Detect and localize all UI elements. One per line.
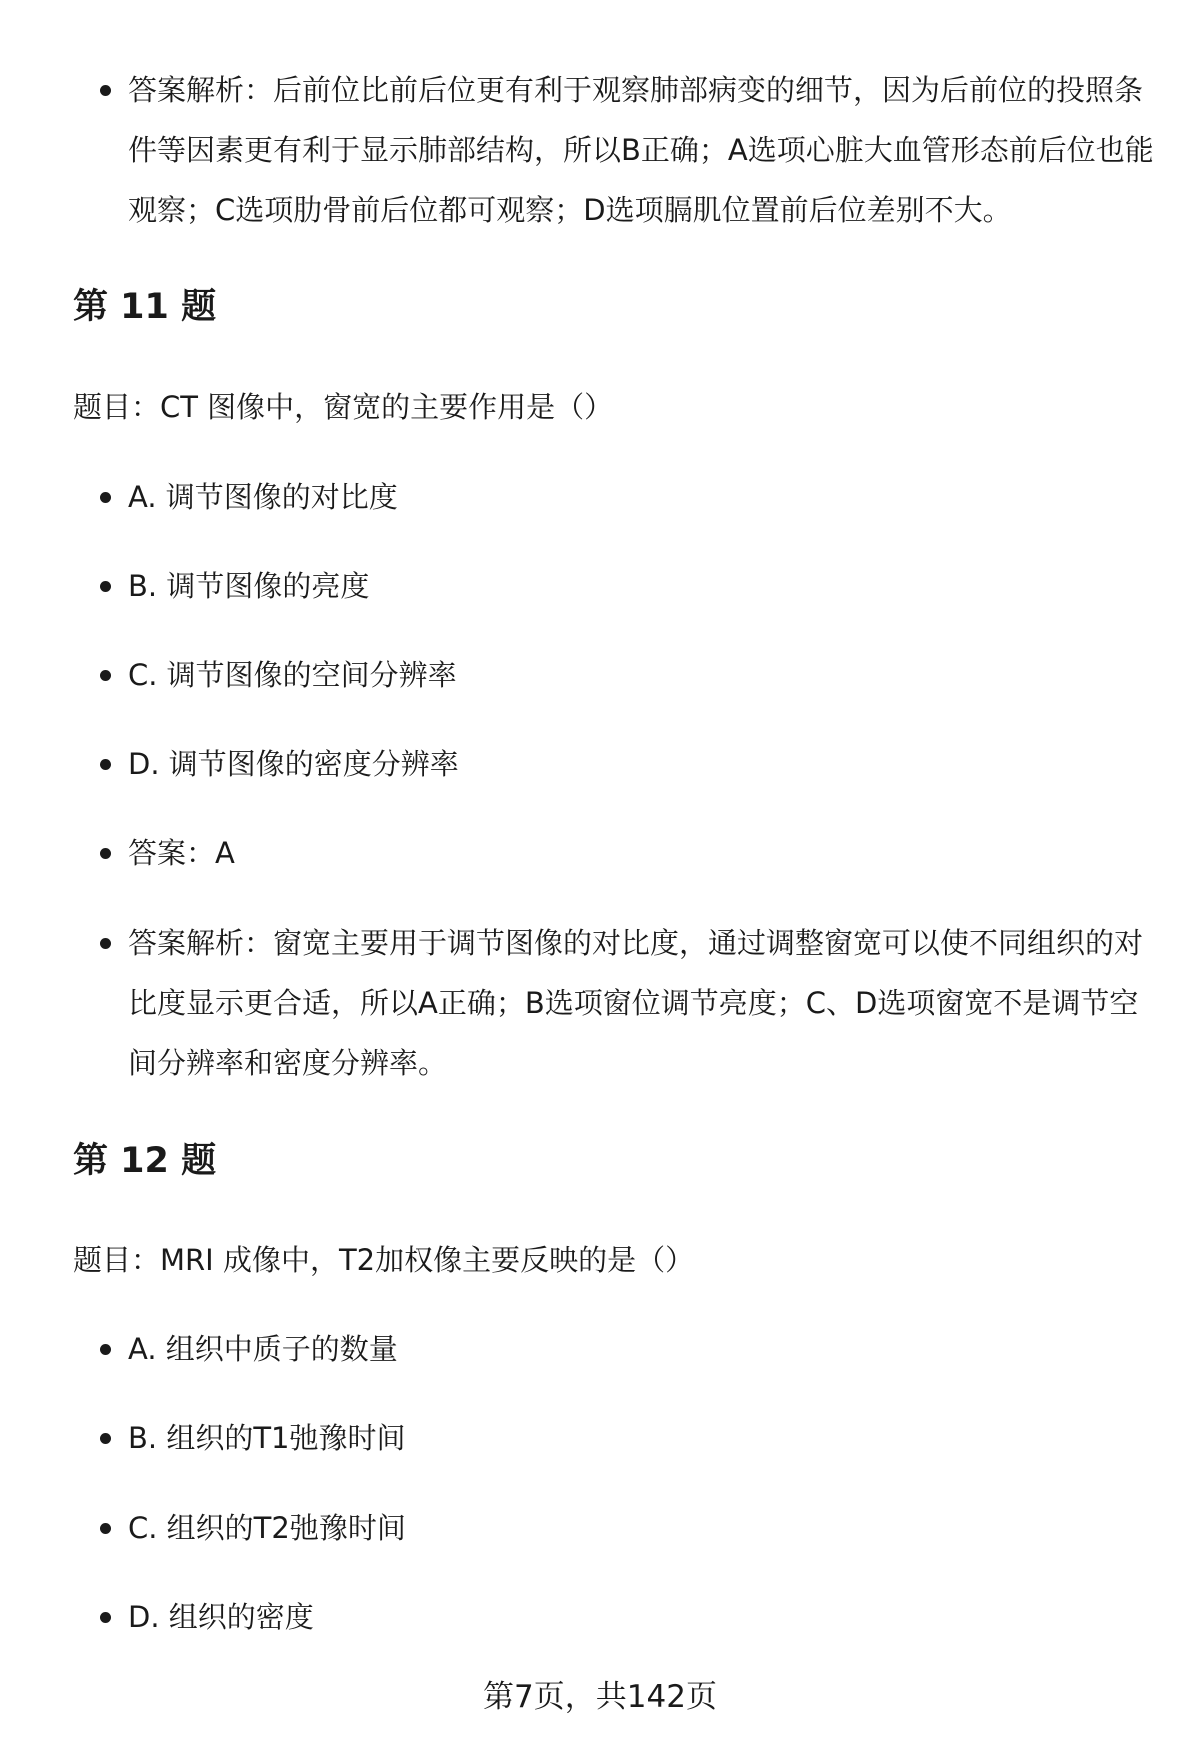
question-11-option-d: D. 调节图像的密度分辨率	[128, 734, 1163, 794]
question-12-option-a: A. 组织中质子的数量	[128, 1319, 1163, 1379]
question-11-explanation: 答案解析：窗宽主要用于调节图像的对比度，通过调整窗宽可以使不同组织的对比度显示更合适，所以A正确；B选项窗位调节亮度；C、D选项窗宽不是调节空间分辨率和密度分辨率。	[128, 913, 1163, 1093]
question-11-heading: 第 11 题	[73, 287, 217, 327]
page-number-footer: 第7页，共142页	[483, 1679, 717, 1715]
prev-explanation: 答案解析：后前位比前后位更有利于观察肺部病变的细节，因为后前位的投照条件等因素更有利于显示肺部结构，所以B正确；A选项心脏大血管形态前后位也能观察；C选项肋骨前后位都可观察；D选项膈肌位置前后位差别不大。	[128, 60, 1163, 240]
question-12-stem: 题目：MRI 成像中，T2加权像主要反映的是（）	[73, 1243, 695, 1277]
question-11-answer: 答案：A	[128, 823, 1163, 883]
question-12-option-d: D. 组织的密度	[128, 1587, 1163, 1647]
question-12-option-c: C. 组织的T2弛豫时间	[128, 1498, 1163, 1558]
question-11-option-a: A. 调节图像的对比度	[128, 467, 1163, 527]
question-12-option-b: B. 组织的T1弛豫时间	[128, 1408, 1163, 1468]
question-11-option-b: B. 调节图像的亮度	[128, 556, 1163, 616]
question-11-stem: 题目：CT 图像中，窗宽的主要作用是（）	[73, 390, 614, 424]
question-11-option-c: C. 调节图像的空间分辨率	[128, 645, 1163, 705]
question-12-heading: 第 12 题	[73, 1141, 217, 1181]
